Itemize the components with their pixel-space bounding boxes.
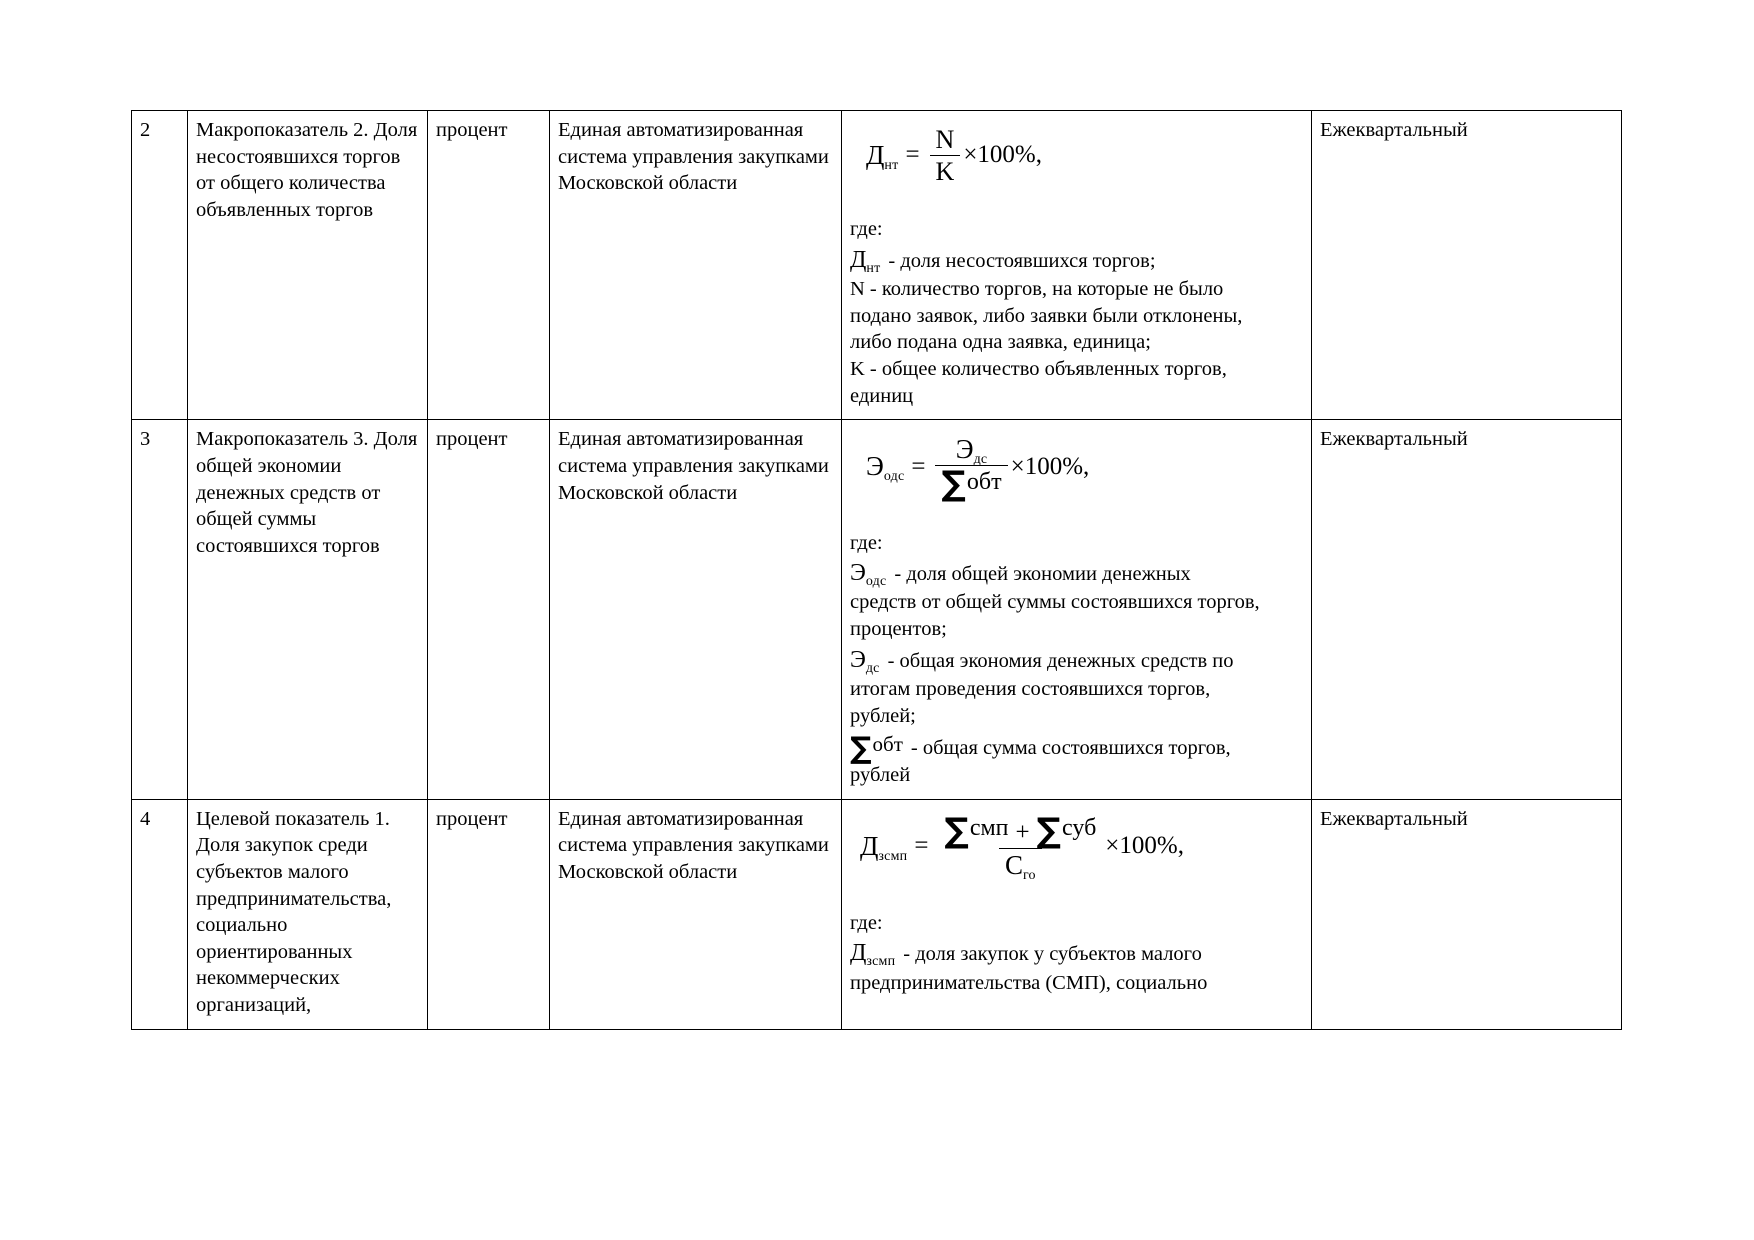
sigma-icon: ∑: [1036, 810, 1062, 851]
fraction-numerator: Э дс: [955, 434, 988, 468]
definition-line: [850, 731, 1303, 767]
definition-symbol: Э одс: [850, 560, 887, 590]
definition-text: N - количество торгов, на которые не было: [850, 278, 1224, 301]
reporting-frequency: Ежеквартальный: [1312, 420, 1622, 799]
row-number: 4: [132, 799, 188, 1029]
definition-line: [850, 245, 1303, 276]
fraction: [930, 125, 961, 186]
definition-text: - общая экономия денежных средств по: [887, 649, 1234, 672]
plus-sign: +: [1015, 818, 1030, 846]
table-row: [132, 420, 1622, 799]
definition-text: подано заявок, либо заявки были отклонены,: [850, 304, 1243, 327]
reporting-frequency: Ежеквартальный: [1312, 111, 1622, 420]
data-source: Единая автоматизированная система управления закупками Московской области: [550, 420, 842, 799]
definition-text: итогам проведения состоявшихся торгов,: [850, 677, 1211, 700]
calculation-formula: [842, 799, 1312, 1029]
indicator-table: [131, 110, 1622, 1030]
definition-line: [850, 645, 1303, 676]
sigma-icon: ∑: [941, 464, 966, 505]
row-number: 2: [132, 111, 188, 420]
document-page: [131, 110, 1621, 1030]
definition-text: средств от общей суммы состоявшихся торгов,: [850, 591, 1260, 614]
multiplier: ×100%,: [1010, 452, 1090, 480]
indicator-name: Макропоказатель 3. Доля общей экономии денежных средств от общей суммы состоявшихся торгов: [188, 420, 428, 799]
unit-of-measure: процент: [428, 420, 550, 799]
definition-text: процентов;: [850, 618, 947, 641]
definition-text: - доля закупок у субъектов малого: [903, 943, 1202, 966]
definition-symbol: ∑ обт: [850, 731, 903, 767]
table-row: [132, 111, 1622, 420]
fraction-denominator: K: [930, 155, 961, 186]
fraction-denominator: С го: [999, 848, 1042, 880]
definition-text: либо подана одна заявка, единица;: [850, 331, 1151, 354]
calculation-formula: [842, 420, 1312, 799]
formula-lhs: Д нт: [866, 140, 899, 174]
fraction: [938, 810, 1102, 883]
definition-text: - доля несостоявшихся торгов;: [888, 249, 1156, 272]
equals-sign: =: [905, 141, 920, 169]
definition-text: - доля общей экономии денежных: [894, 563, 1191, 586]
definition-text: K - общее количество объявленных торгов,: [850, 357, 1227, 380]
equals-sign: =: [914, 832, 929, 860]
definition-line: [850, 938, 1303, 969]
calculation-formula: [842, 111, 1312, 420]
unit-of-measure: процент: [428, 111, 550, 420]
definition-text: - общая сумма состоявшихся торгов,: [910, 737, 1231, 760]
sigma-icon: ∑: [944, 810, 969, 851]
definition-text: рублей: [850, 763, 911, 786]
where-label: где:: [850, 911, 883, 934]
multiplier: ×100%,: [1105, 832, 1184, 860]
where-label: где:: [850, 531, 883, 554]
fraction-numerator: N: [935, 125, 955, 154]
definition-text: предпринимательства (СМП), социально: [850, 971, 1208, 994]
formula-expression: [866, 434, 1303, 505]
fraction: [935, 434, 1007, 505]
fraction-numerator: ∑ смп + ∑ суб: [944, 810, 1097, 851]
row-number: 3: [132, 420, 188, 799]
indicator-name: Целевой показатель 1. Доля закупок среди субъектов малого предпринимательства, социально ориентированных некоммерческих организаций,: [188, 799, 428, 1029]
unit-of-measure: процент: [428, 799, 550, 1029]
table-row: [132, 799, 1622, 1029]
definition-symbol: Д нт: [850, 246, 881, 276]
fraction-denominator: ∑ обт: [935, 465, 1007, 499]
formula-lhs: Э одс: [866, 451, 905, 485]
definition-text: единиц: [850, 384, 914, 407]
definition-symbol: Э дс: [850, 646, 880, 676]
indicator-name: Макропоказатель 2. Доля несостоявшихся торгов от общего количества объявленных торгов: [188, 111, 428, 420]
definition-line: [850, 558, 1303, 589]
formula-expression: [866, 125, 1303, 186]
definition-text: рублей;: [850, 704, 916, 727]
data-source: Единая автоматизированная система управления закупками Московской области: [550, 799, 842, 1029]
formula-lhs: Д зсмп: [860, 831, 908, 865]
where-label: где:: [850, 218, 883, 241]
equals-sign: =: [911, 452, 926, 480]
formula-expression: [860, 810, 1303, 883]
sigma-icon: ∑: [850, 731, 872, 767]
multiplier: ×100%,: [963, 141, 1043, 169]
reporting-frequency: Ежеквартальный: [1312, 799, 1622, 1029]
data-source: Единая автоматизированная система управления закупками Московской области: [550, 111, 842, 420]
definition-symbol: Д зсмп: [850, 940, 896, 970]
